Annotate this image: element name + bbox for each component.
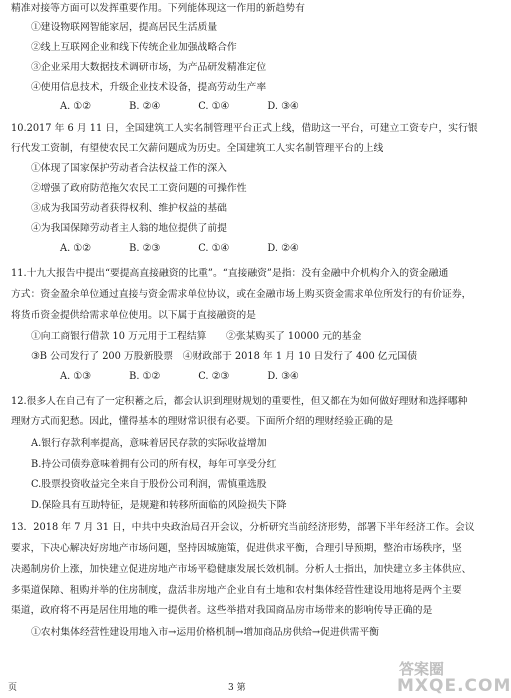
- text-line: 行代发工资制，有望使农民工欠薪问题成为历史。全国建筑工人实名制管理平台的上线: [11, 143, 384, 154]
- text-line: 决遏制房价上涨，加快建立促进房地产市场平稳健康发展长效机制。分析人士指出，加快建立多主体供应、: [11, 564, 472, 575]
- question-10-stem: 10.2017 年 6 月 11 日，全国建筑工人实名制管理平台正式上线，借助这一平台，可建立工资专户，实行银: [11, 123, 478, 134]
- question-13-stem: 13．2018 年 7 月 31 日，中共中央政治局召开会议，分析研究当前经济形势，部署下半年经济工作。会议: [11, 522, 475, 533]
- text-line: 多渠道保障、租购并举的住房制度，盘活非房地产企业自有土地和农村集体经营性建设用地将是两个主要: [11, 585, 462, 596]
- option-line: ④为我国保障劳动者主人翁的地位提供了前提: [31, 223, 227, 234]
- choice-d: D. ③④: [267, 101, 299, 112]
- text-line: 理财方式而犯愁。因此，懂得基本的理财常识很有必要。下面所介绍的理财经验正确的是: [11, 416, 394, 427]
- option-line: D.保险具有互助特征，是规避和转移所面临的风险损失下降: [31, 500, 287, 511]
- text-line: 要求，下决心解决好房地产市场问题，坚持因城施策，促进供求平衡，合理引导预期，整治市场秩序，坚: [11, 543, 462, 554]
- q10-answer-choices: [60, 243, 333, 254]
- watermark-en: MXQE.COM: [397, 676, 511, 696]
- watermark-cn: 答案圈: [399, 660, 445, 678]
- text-line: 精准对接等方面可以发挥重要作用。下列能体现这一作用的新趋势有: [11, 3, 305, 14]
- watermark-logo: [393, 658, 511, 696]
- option-line: ③B 公司发行了 200 万股新股票 ④财政部于 2018 年 1 月 10 日发行了 400 亿元国债: [31, 351, 417, 362]
- option-line: ①体现了国家保护劳动者合法权益工作的深入: [31, 163, 227, 174]
- choice-c: C. ①④: [198, 101, 230, 112]
- option-line: B.持公司债券意味着拥有公司的所有权，每年可享受分红: [31, 459, 277, 470]
- text-line: 将货币资金提供给需求单位使用。以下属于直接融资的是: [11, 310, 256, 321]
- footer-page-number: 3 第: [228, 683, 246, 693]
- option-line: ②增强了政府防范拖欠农民工工资问题的可操作性: [31, 183, 247, 194]
- choice-b: B. ①②: [129, 371, 161, 382]
- choice-b: B. ②④: [129, 101, 161, 112]
- question-12-stem: 12.很多人在自己有了一定积蓄之后，都会认识到理财规划的重要性，但又都在为如何做好理财和选择哪种: [11, 396, 468, 407]
- option-line: A.银行存款利率提高，意味着居民存款的实际收益增加: [31, 438, 267, 449]
- q11-answer-choices: [60, 371, 333, 382]
- choice-a: A. ①③: [60, 371, 91, 382]
- option-line: ①建设物联网智能家居，提高居民生活质量: [31, 22, 218, 33]
- choice-d: D. ③④: [267, 371, 299, 382]
- q9-answer-choices: [60, 101, 333, 112]
- choice-c: C. ①④: [198, 243, 230, 254]
- choice-a: A. ①②: [60, 101, 91, 112]
- question-11-stem: 11.十九大报告中提出“要提高直接融资的比重”。“直接融资”是指：没有金融中介机构介入的资金融通: [11, 268, 449, 279]
- option-line: ①向工商银行借款 10 万元用于工程结算 ②张某购买了 10000 元的基金: [31, 331, 362, 342]
- choice-d: D. ②④: [267, 243, 299, 254]
- option-line: ①农村集体经营性建设用地入市→运用价格机制→增加商品房供给→促进供需平衡: [31, 627, 379, 638]
- option-line: C.股票投资收益完全来自于股份公司利润，需慎重选股: [31, 479, 267, 490]
- option-line: ③企业采用大数据技术调研市场，为产品研发精准定位: [31, 62, 267, 73]
- option-line: ③成为我国劳动者获得权利、维护权益的基础: [31, 203, 227, 214]
- text-line: 渠道，政府将不再是居住用地的唯一提供者。这些举措对我国商品房市场带来的影响传导正确的是: [11, 605, 433, 616]
- choice-a: A. ①②: [60, 243, 91, 254]
- footer-page-label: 页: [8, 683, 18, 693]
- choice-b: B. ②③: [129, 243, 161, 254]
- text-line: 方式：资金盈余单位通过直接与资金需求单位协议，或在金融市场上购买资金需求单位所发行的有价证券，: [11, 289, 472, 300]
- option-line: ④使用信息技术，升级企业技术设备，提高劳动生产率: [31, 82, 267, 93]
- choice-c: C. ②③: [198, 371, 230, 382]
- option-line: ②线上互联网企业和线下传统企业加强战略合作: [31, 42, 237, 53]
